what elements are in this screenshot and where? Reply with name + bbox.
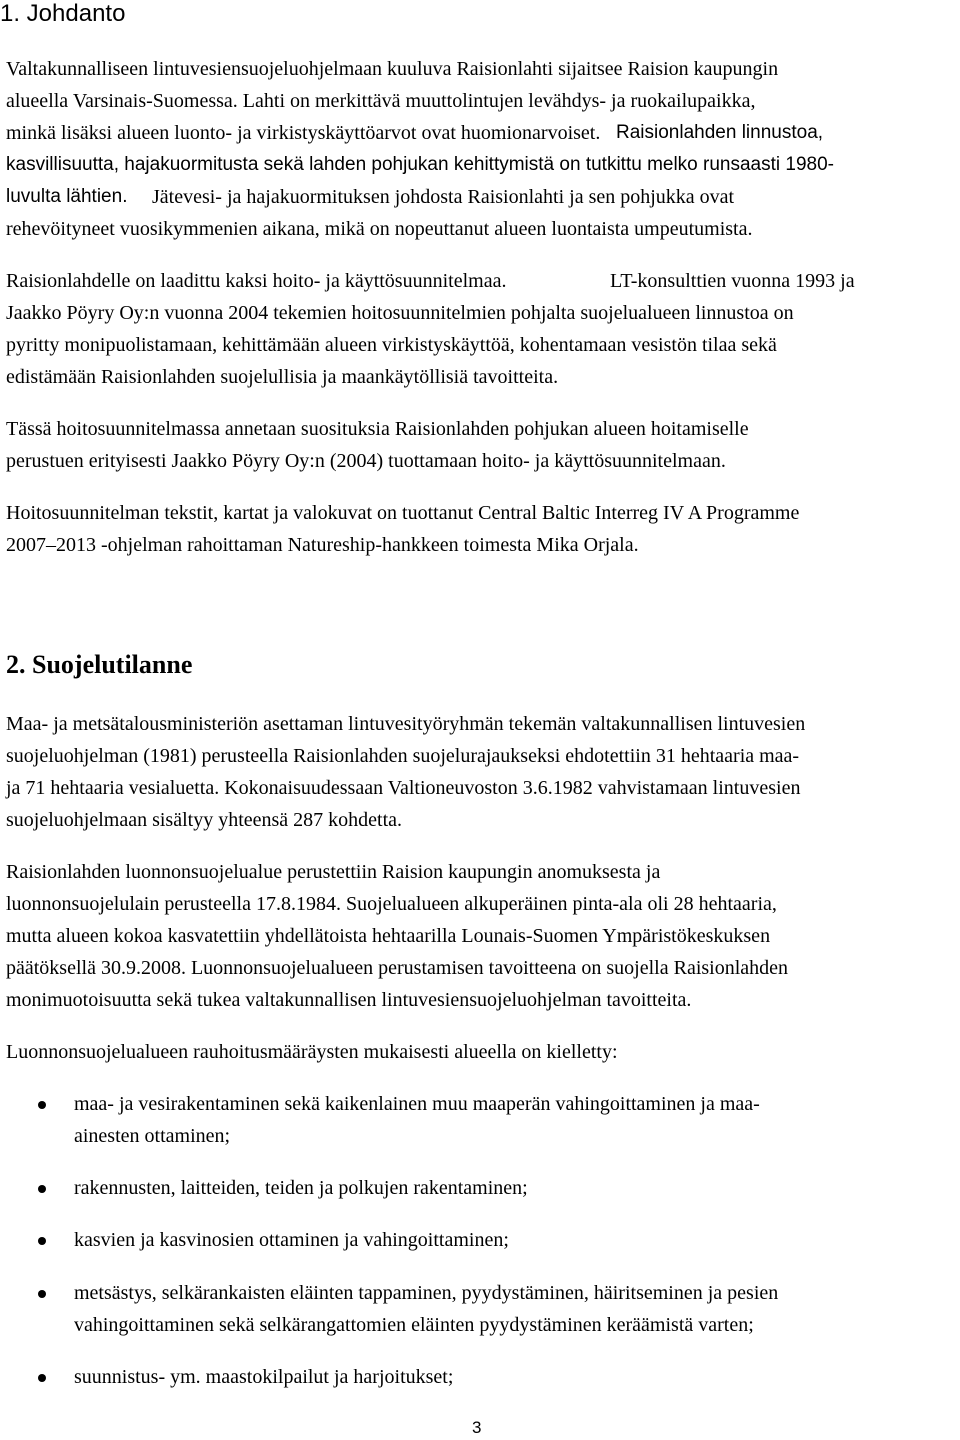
bullet-5-line-1: suunnistus- ym. maastokilpailut ja harjoitukset;: [74, 1366, 454, 1388]
bullet-icon: [38, 1237, 46, 1245]
bullet-3-line-1: kasvien ja kasvinosien ottaminen ja vahingoittaminen;: [74, 1229, 509, 1251]
s1-p4-line-1: Hoitosuunnitelman tekstit, kartat ja valokuvat on tuottanut Central Baltic Interreg IV A Programme: [6, 502, 800, 524]
s1-p1-line-4: kasvillisuutta, hajakuormitusta sekä lahden pohjukan kehittymistä on tutkittu melko runsaasti 1980-: [6, 154, 834, 175]
s1-p1-line-6: rehevöityneet vuosikymmenien aikana, mikä on nopeuttanut alueen luontaista umpeutumista.: [6, 218, 753, 240]
s1-p1-line-5b: Jätevesi- ja hajakuormituksen johdosta Raisionlahti ja sen pohjukka ovat: [152, 186, 735, 208]
s1-p1-line-3b: Raisionlahden linnustoa,: [616, 122, 824, 143]
s2-p2-line-2: luonnonsuojelulain perusteella 17.8.1984. Suojelualueen alkuperäinen pinta-ala oli 28 hehtaaria,: [6, 893, 777, 915]
section-2-heading: 2. Suojelutilanne: [6, 650, 193, 679]
s2-p2-line-1: Raisionlahden luonnonsuojelualue perustettiin Raision kaupungin anomuksesta ja: [6, 861, 661, 883]
s1-p3-line-2: perustuen erityisesti Jaakko Pöyry Oy:n (2004) tuottamaan hoito- ja käyttösuunnitelmaan.: [6, 450, 726, 472]
s1-p2-line-1b: LT-konsulttien vuonna 1993 ja: [610, 270, 855, 292]
s2-p2-line-5: monimuotoisuutta sekä tukea valtakunnallisen lintuvesiensuojeluohjelman tavoitteita.: [6, 989, 692, 1011]
s1-p4-line-2: 2007–2013 -ohjelman rahoittaman Natureship-hankkeen toimesta Mika Orjala.: [6, 534, 639, 556]
s1-p1-line-1: Valtakunnalliseen lintuvesiensuojeluohjelmaan kuuluva Raisionlahti sijaitsee Raision kaupungin: [6, 58, 779, 80]
s2-p1-line-4: suojeluohjelmaan sisältyy yhteensä 287 kohdetta.: [6, 809, 403, 831]
s1-p1-line-2: alueella Varsinais-Suomessa. Lahti on merkittävä muuttolintujen levähdys- ja ruokailupaikka,: [6, 90, 756, 112]
page-number: 3: [472, 1418, 482, 1437]
s2-p1-line-1: Maa- ja metsätalousministeriön asettaman lintuvesityöryhmän tekemän valtakunnallisen lintuvesien: [6, 713, 806, 735]
bullet-4-line-1: metsästys, selkärankaisten eläinten tappaminen, pyydystäminen, häiritseminen ja pesien: [74, 1282, 779, 1304]
s1-p2-line-1: Raisionlahdelle on laadittu kaksi hoito- ja käyttösuunnitelmaa.: [6, 270, 507, 292]
s1-p2-line-2: Jaakko Pöyry Oy:n vuonna 2004 tekemien hoitosuunnitelmien pohjalta suojelualueen linnustoa on: [6, 302, 794, 324]
s2-p1-line-2: suojeluohjelman (1981) perusteella Raisionlahden suojelurajaukseksi ehdotettiin 31 hehtaaria maa-: [6, 745, 800, 767]
s2-p2-line-4: päätöksellä 30.9.2008. Luonnonsuojelualueen perustamisen tavoitteena on suojella Raisionlahden: [6, 957, 789, 979]
bullet-2-line-1: rakennusten, laitteiden, teiden ja polkujen rakentaminen;: [74, 1177, 528, 1199]
s1-p2-line-4: edistämään Raisionlahden suojelullisia ja maankäytöllisiä tavoitteita.: [6, 366, 559, 388]
bullet-icon: [38, 1290, 46, 1298]
s2-p1-line-3: ja 71 hehtaaria vesialuetta. Kokonaisuudessaan Valtioneuvoston 3.6.1982 vahvistamaan lintuvesien: [6, 777, 801, 799]
s2-p3-line-1: Luonnonsuojelualueen rauhoitusmääräysten mukaisesti alueella on kielletty:: [6, 1041, 618, 1063]
bullet-icon: [38, 1185, 46, 1193]
bullet-icon: [38, 1374, 46, 1382]
bullet-1-line-2: ainesten ottaminen;: [74, 1125, 231, 1147]
s1-p1-line-3: minkä lisäksi alueen luonto- ja virkistyskäyttöarvot ovat huomionarvoiset.: [6, 122, 601, 144]
s1-p1-line-5: luvulta lähtien.: [6, 186, 128, 207]
s1-p3-line-1: Tässä hoitosuunnitelmassa annetaan suosituksia Raisionlahden pohjukan alueen hoitamiselle: [6, 418, 749, 440]
bullet-icon: [38, 1101, 46, 1109]
s1-p2-line-3: pyritty monipuolistamaan, kehittämään alueen virkistyskäyttöä, kohentamaan vesistön tilaa sekä: [6, 334, 777, 356]
bullet-1-line-1: maa- ja vesirakentaminen sekä kaikenlainen muu maaperän vahingoittaminen ja maa-: [74, 1093, 760, 1115]
s2-p2-line-3: mutta alueen kokoa kasvatettiin yhdellätoista hehtaarilla Lounais-Suomen Ympäristökeskuksen: [6, 925, 771, 947]
section-1-heading: 1. Johdanto: [0, 0, 126, 27]
bullet-4-line-2: vahingoittaminen sekä selkärangattomien eläinten pyydystäminen keräämistä varten;: [74, 1314, 754, 1336]
